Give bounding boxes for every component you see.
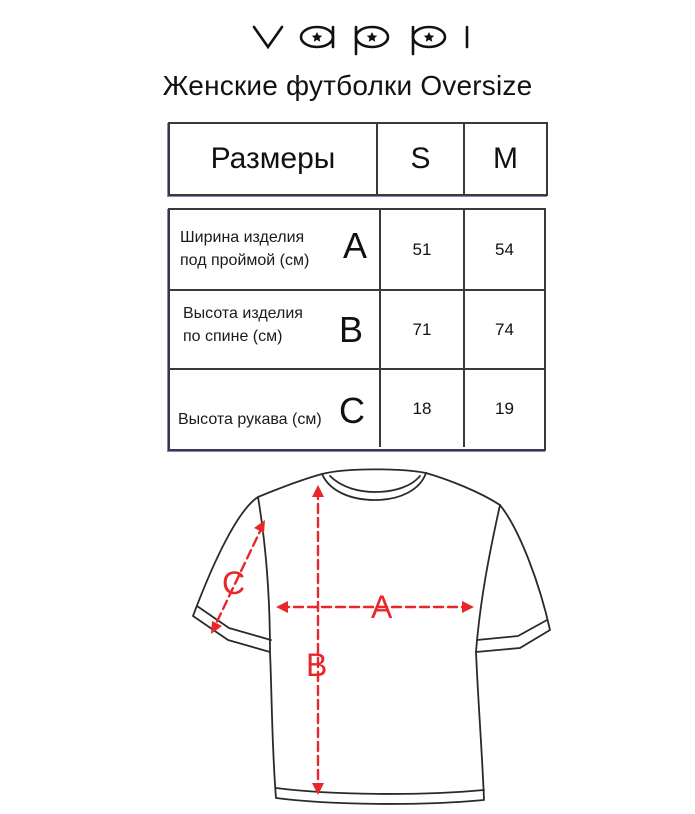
row-label-cell bbox=[170, 370, 381, 447]
value-s: 51 bbox=[381, 210, 465, 289]
row-label-line: по спине (см) bbox=[183, 328, 283, 345]
value-s: 71 bbox=[381, 291, 465, 368]
header-size-m: M bbox=[493, 142, 518, 175]
row-label-line: Высота рукава (см) bbox=[178, 411, 322, 428]
row-letter: A bbox=[342, 225, 367, 266]
row-label bbox=[183, 302, 303, 348]
row-letter: B bbox=[338, 309, 363, 350]
measure-b-label: B bbox=[306, 647, 328, 683]
row-label-cell bbox=[170, 291, 381, 368]
table-row bbox=[170, 368, 544, 447]
table-row bbox=[170, 289, 544, 368]
tshirt-collar bbox=[322, 473, 426, 500]
size-header-table bbox=[168, 122, 548, 196]
header-sizes-label: Размеры bbox=[170, 124, 378, 194]
row-label-line: под проймой (см) bbox=[180, 252, 310, 269]
measure-c-label: C bbox=[222, 565, 246, 601]
row-label-cell bbox=[170, 210, 381, 289]
value-m: 54 bbox=[495, 239, 514, 259]
header-size-s: S bbox=[378, 124, 465, 194]
value-m: 19 bbox=[495, 398, 514, 418]
measurements-table bbox=[168, 208, 546, 451]
table-row bbox=[170, 210, 544, 289]
svg-text:yappi: yappi bbox=[0, 10, 3, 11]
row-label-line: Ширина изделия bbox=[180, 229, 305, 246]
tshirt-measurement-diagram bbox=[190, 468, 560, 814]
measure-a-label: A bbox=[371, 589, 393, 625]
value-s: 18 bbox=[381, 370, 465, 447]
page-title: Женские футболки Oversize bbox=[162, 70, 533, 101]
row-label-line: Высота изделия bbox=[183, 305, 303, 322]
brand-logo bbox=[0, 10, 695, 58]
row-letter: C bbox=[339, 390, 365, 431]
value-m: 74 bbox=[495, 319, 514, 339]
row-label bbox=[178, 408, 322, 431]
row-label bbox=[180, 226, 309, 272]
